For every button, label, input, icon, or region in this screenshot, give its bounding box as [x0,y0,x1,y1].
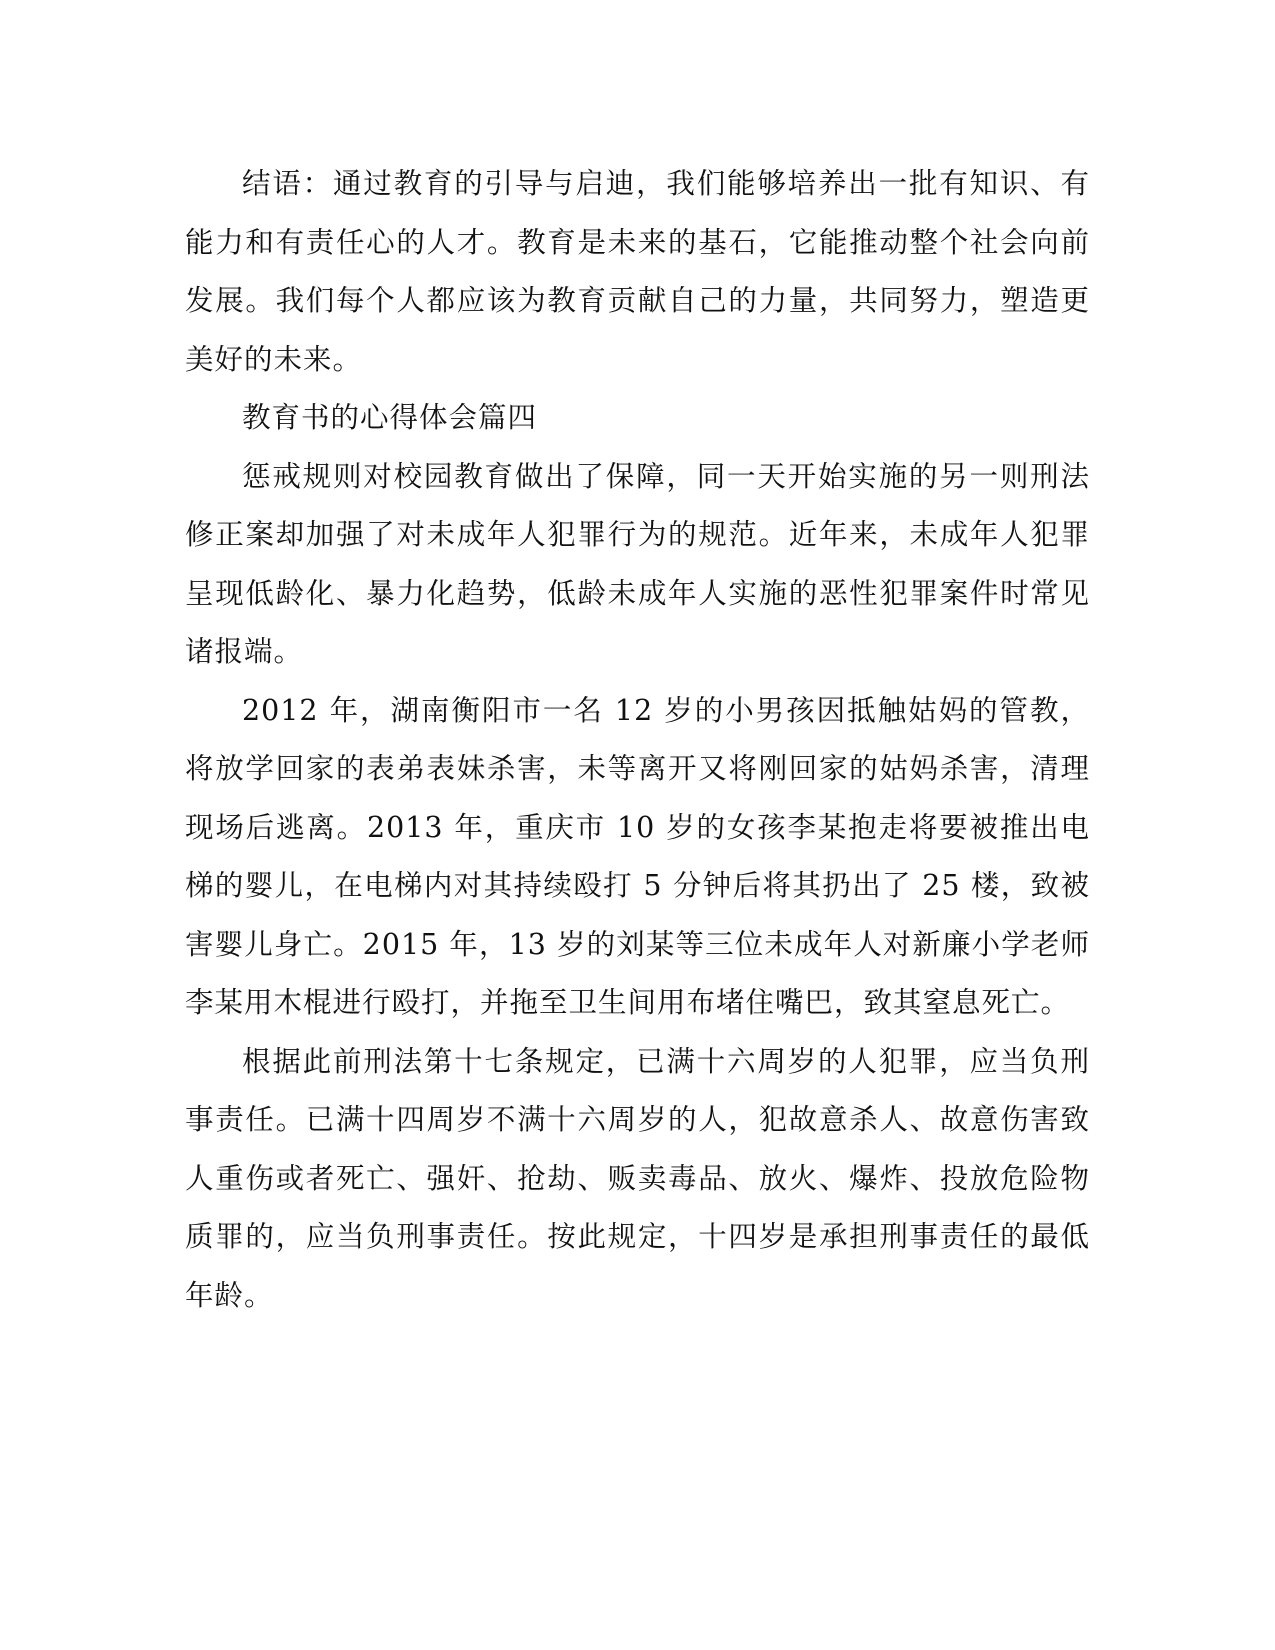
paragraph-conclusion: 结语：通过教育的引导与启迪，我们能够培养出一批有知识、有能力和有责任心的人才。教育是未来的基石，它能推动整个社会向前发展。我们每个人都应该为教育贡献自己的力量，共同努力，塑造更美好的未来。 [185,167,1090,376]
paragraph-criminal-law: 根据此前刑法第十七条规定，已满十六周岁的人犯罪，应当负刑事责任。已满十四周岁不满十六周岁的人，犯故意杀人、故意伤害致人重伤或者死亡、强奸、抢劫、贩卖毒品、放火、爆炸、投放危险物质罪的，应当负刑事责任。按此规定，十四岁是承担刑事责任的最低年龄。 [185,1044,1090,1312]
document-body [185,155,1090,1325]
paragraph-discipline-rules: 惩戒规则对校园教育做出了保障，同一天开始实施的另一则刑法修正案却加强了对未成年人犯罪行为的规范。近年来，未成年人犯罪呈现低龄化、暴力化趋势，低龄未成年人实施的恶性犯罪案件时常见诸报端。 [185,459,1090,668]
paragraph-case-examples: 2012 年，湖南衡阳市一名 12 岁的小男孩因抵触姑妈的管教，将放学回家的表弟表妹杀害，未等离开又将刚回家的姑妈杀害，清理现场后逃离。2013 年，重庆市 10 岁的女孩李某抱走将要被推出电梯的婴儿，在电梯内对其持续殴打 5 分钟后将其扔出了 25 楼，致被害婴儿身亡。2015 年，13 岁的刘某等三位未成年人对新廉小学老师李某用木棍进行殴打，并拖至卫生间用布堵住嘴巴，致其窒息死亡。 [185,693,1090,1019]
section-heading: 教育书的心得体会篇四 [242,401,538,434]
